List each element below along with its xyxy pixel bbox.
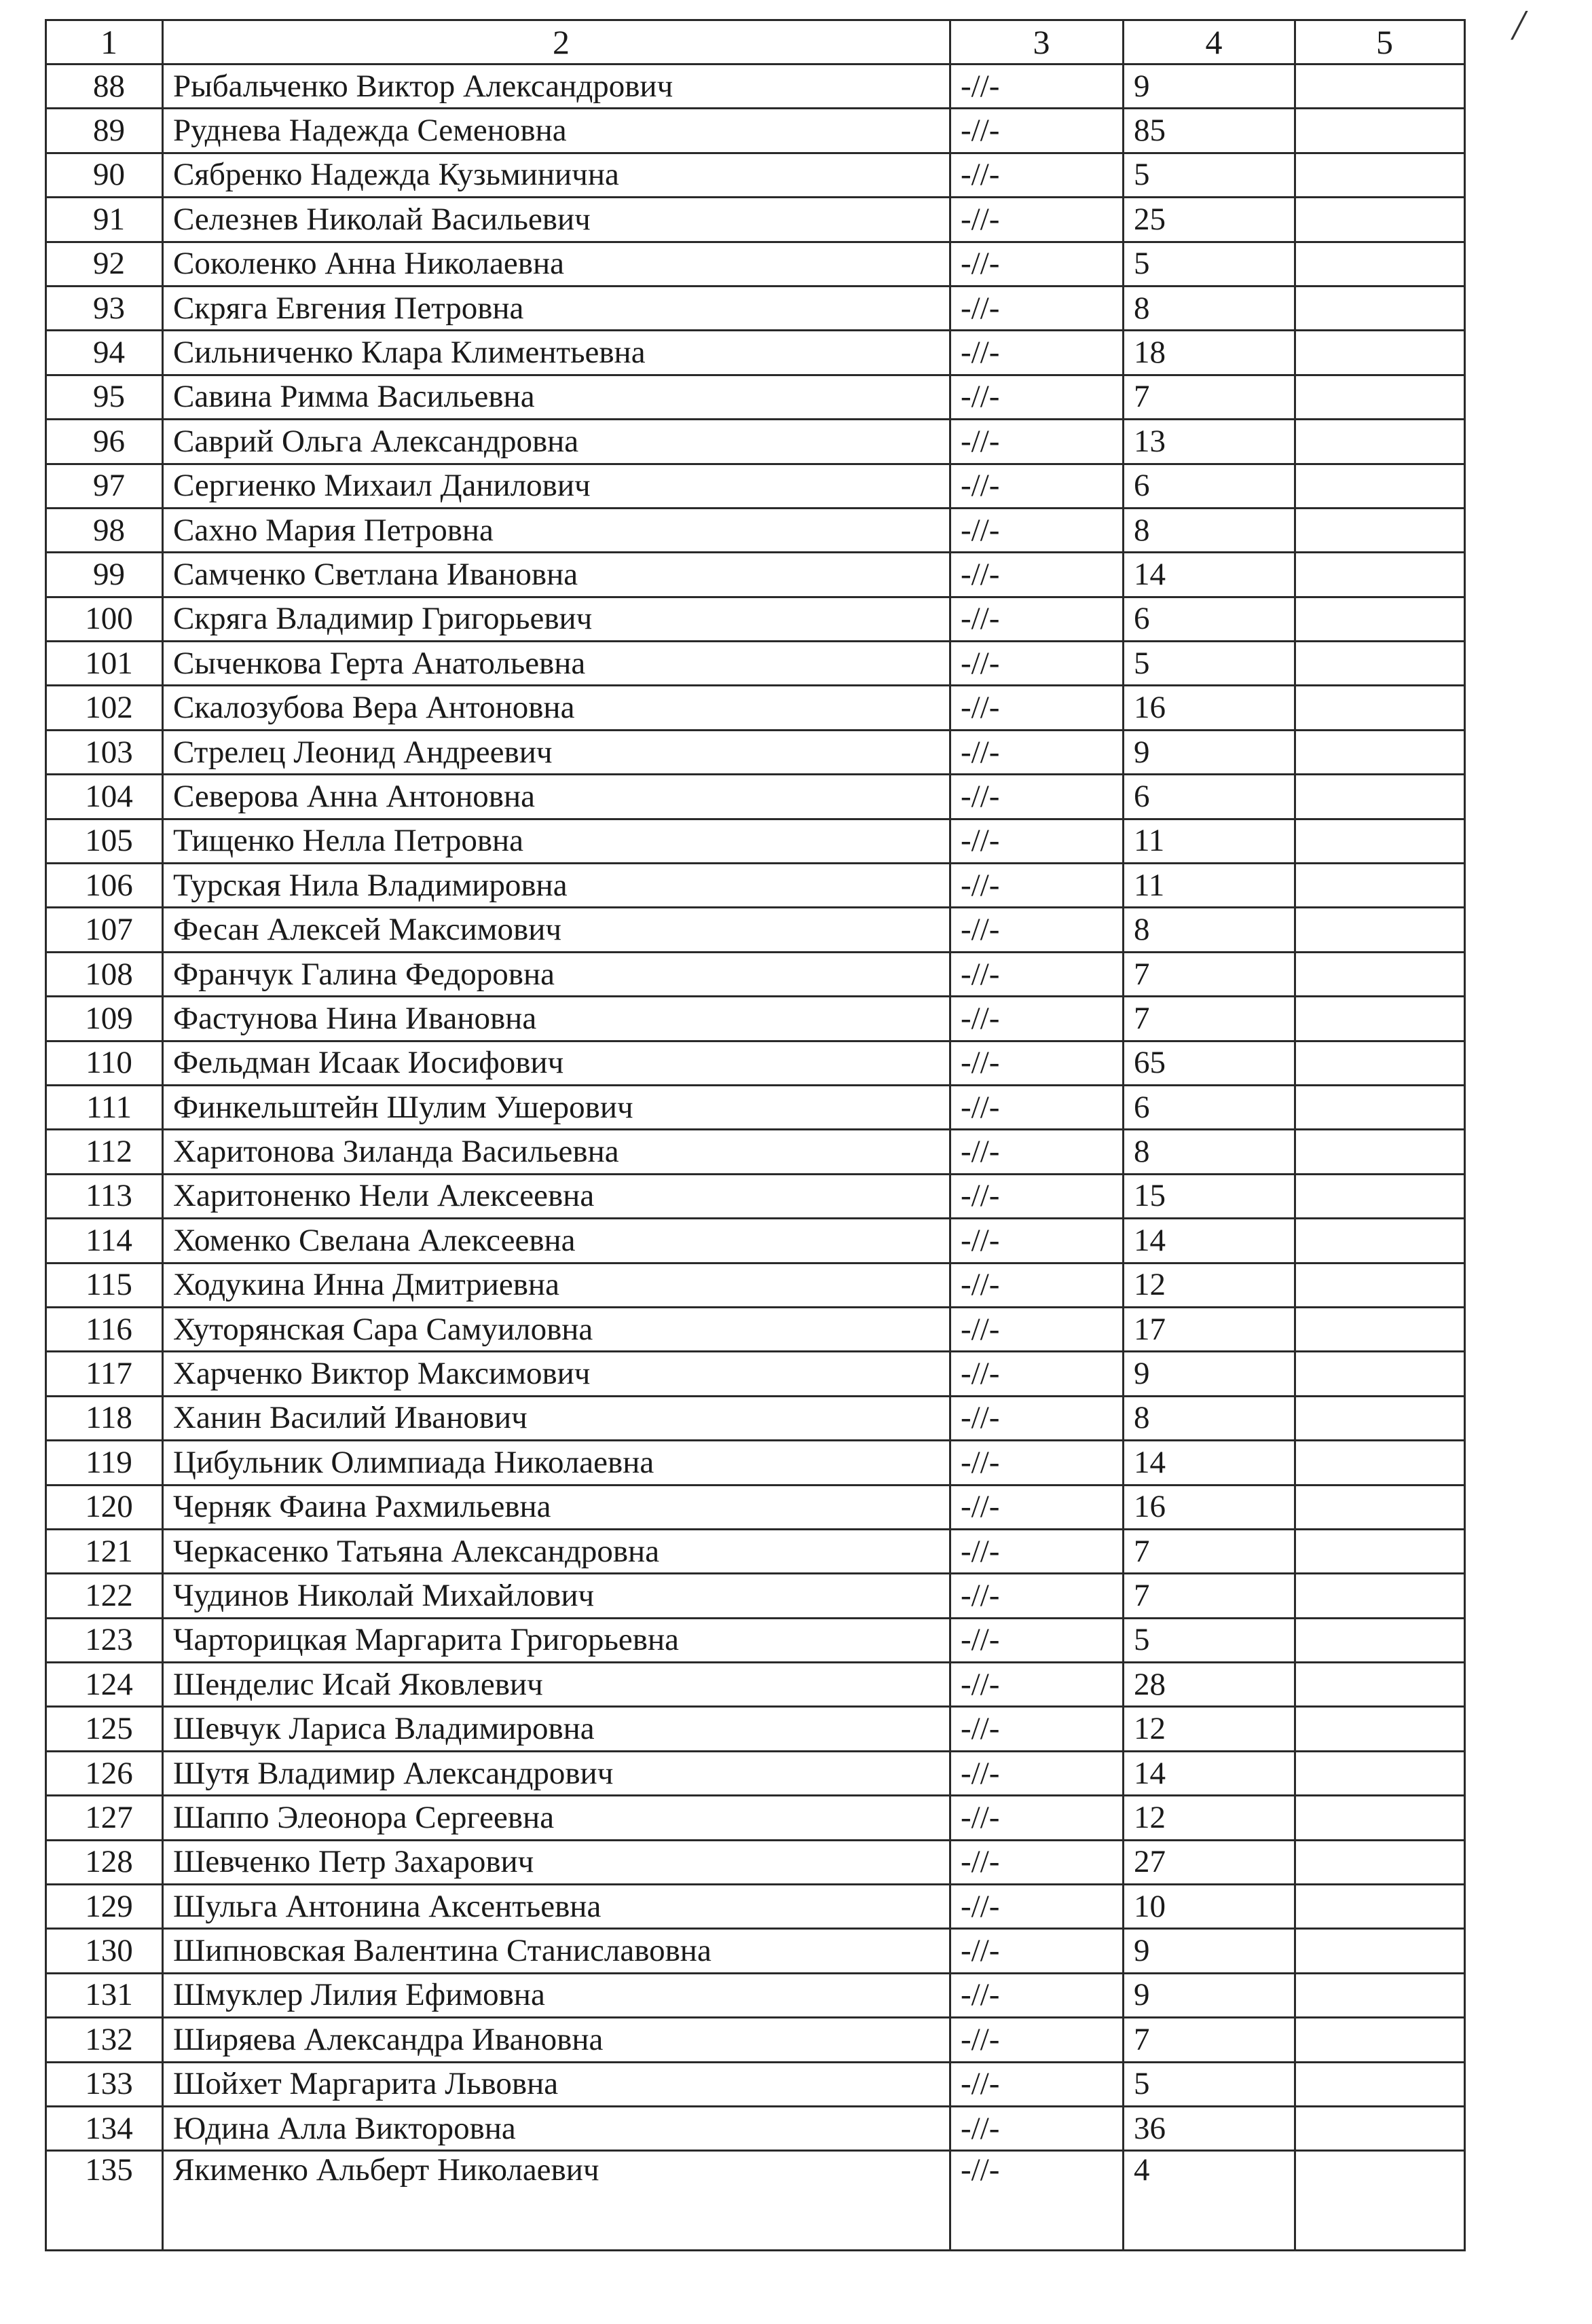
table-row bbox=[46, 2018, 1465, 2062]
column5-cell bbox=[1295, 952, 1465, 996]
column-header-3: 3 bbox=[950, 20, 1124, 64]
name-cell: Шаппо Элеонора Сергеевна bbox=[163, 1796, 950, 1840]
column5-cell bbox=[1295, 1130, 1465, 1174]
column4-cell: 8 bbox=[1124, 1130, 1295, 1174]
column5-cell bbox=[1295, 153, 1465, 197]
name-cell: Сахно Мария Петровна bbox=[163, 508, 950, 552]
column5-cell bbox=[1295, 1796, 1465, 1840]
column3-cell: -//- bbox=[950, 1396, 1124, 1440]
column4-cell: 15 bbox=[1124, 1174, 1295, 1218]
table-row bbox=[46, 1441, 1465, 1485]
table-row bbox=[46, 997, 1465, 1041]
table-row bbox=[46, 1307, 1465, 1351]
table-row bbox=[46, 1885, 1465, 1929]
column3-cell: -//- bbox=[950, 508, 1124, 552]
table-row bbox=[46, 464, 1465, 508]
name-cell: Якименко Альберт Николаевич bbox=[163, 2151, 950, 2251]
table-row bbox=[46, 775, 1465, 819]
column3-cell: -//- bbox=[950, 1307, 1124, 1351]
column5-cell bbox=[1295, 1885, 1465, 1929]
column3-cell: -//- bbox=[950, 2018, 1124, 2062]
table-row bbox=[46, 242, 1465, 286]
table-row bbox=[46, 286, 1465, 330]
row-number-cell: 135 bbox=[46, 2151, 163, 2251]
row-number-cell: 101 bbox=[46, 642, 163, 686]
column3-cell: -//- bbox=[950, 198, 1124, 242]
column4-cell: 27 bbox=[1124, 1840, 1295, 1884]
row-number-cell: 88 bbox=[46, 64, 163, 109]
column5-cell bbox=[1295, 1441, 1465, 1485]
name-cell: Соколенко Анна Николаевна bbox=[163, 242, 950, 286]
row-number-cell: 118 bbox=[46, 1396, 163, 1440]
table-row bbox=[46, 730, 1465, 774]
row-number-cell: 112 bbox=[46, 1130, 163, 1174]
table-row bbox=[46, 153, 1465, 197]
column4-cell: 9 bbox=[1124, 64, 1295, 109]
column5-cell bbox=[1295, 1751, 1465, 1795]
column5-cell bbox=[1295, 1219, 1465, 1263]
row-number-cell: 99 bbox=[46, 553, 163, 597]
name-cell: Шевчук Лариса Владимировна bbox=[163, 1707, 950, 1751]
name-cell: Харитонова Зиланда Васильевна bbox=[163, 1130, 950, 1174]
name-cell: Селезнев Николай Васильевич bbox=[163, 198, 950, 242]
column5-cell bbox=[1295, 1352, 1465, 1396]
column5-cell bbox=[1295, 109, 1465, 153]
name-cell: Сергиенко Михаил Данилович bbox=[163, 464, 950, 508]
column5-cell bbox=[1295, 1085, 1465, 1129]
name-cell: Сильниченко Клара Климентьевна bbox=[163, 331, 950, 375]
column4-cell: 6 bbox=[1124, 597, 1295, 641]
row-number-cell: 115 bbox=[46, 1263, 163, 1307]
table-body bbox=[46, 64, 1465, 2251]
name-cell: Фельдман Исаак Иосифович bbox=[163, 1041, 950, 1085]
column3-cell: -//- bbox=[950, 1352, 1124, 1396]
column5-cell bbox=[1295, 2062, 1465, 2106]
column4-cell: 7 bbox=[1124, 1529, 1295, 1573]
column5-cell bbox=[1295, 730, 1465, 774]
row-number-cell: 113 bbox=[46, 1174, 163, 1218]
column3-cell: -//- bbox=[950, 1973, 1124, 2017]
column3-cell: -//- bbox=[950, 1174, 1124, 1218]
corner-pen-mark: / bbox=[1513, 1, 1525, 49]
table-row bbox=[46, 1574, 1465, 1618]
row-number-cell: 98 bbox=[46, 508, 163, 552]
table-row bbox=[46, 508, 1465, 552]
table-row bbox=[46, 1130, 1465, 1174]
table-row bbox=[46, 597, 1465, 641]
column4-cell: 14 bbox=[1124, 1219, 1295, 1263]
column4-cell: 8 bbox=[1124, 908, 1295, 952]
column3-cell: -//- bbox=[950, 1130, 1124, 1174]
column3-cell: -//- bbox=[950, 730, 1124, 774]
name-cell: Савина Римма Васильевна bbox=[163, 375, 950, 419]
column4-cell: 9 bbox=[1124, 730, 1295, 774]
column3-cell: -//- bbox=[950, 1929, 1124, 1973]
column5-cell bbox=[1295, 819, 1465, 863]
table-row bbox=[46, 420, 1465, 464]
row-number-cell: 106 bbox=[46, 864, 163, 908]
column4-cell: 14 bbox=[1124, 553, 1295, 597]
column3-cell: -//- bbox=[950, 1263, 1124, 1307]
column4-cell: 8 bbox=[1124, 286, 1295, 330]
column5-cell bbox=[1295, 64, 1465, 109]
row-number-cell: 126 bbox=[46, 1751, 163, 1795]
row-number-cell: 107 bbox=[46, 908, 163, 952]
column4-cell: 7 bbox=[1124, 375, 1295, 419]
column4-cell: 11 bbox=[1124, 864, 1295, 908]
name-cell: Северова Анна Антоновна bbox=[163, 775, 950, 819]
column3-cell: -//- bbox=[950, 1885, 1124, 1929]
column3-cell: -//- bbox=[950, 2151, 1124, 2251]
column3-cell: -//- bbox=[950, 1618, 1124, 1662]
column3-cell: -//- bbox=[950, 64, 1124, 109]
column3-cell: -//- bbox=[950, 1041, 1124, 1085]
row-number-cell: 114 bbox=[46, 1219, 163, 1263]
column5-cell bbox=[1295, 375, 1465, 419]
name-cell: Финкельштейн Шулим Ушерович bbox=[163, 1085, 950, 1129]
column3-cell: -//- bbox=[950, 1085, 1124, 1129]
row-number-cell: 129 bbox=[46, 1885, 163, 1929]
name-cell: Рыбальченко Виктор Александрович bbox=[163, 64, 950, 109]
column3-cell: -//- bbox=[950, 952, 1124, 996]
column4-cell: 6 bbox=[1124, 464, 1295, 508]
column5-cell bbox=[1295, 1174, 1465, 1218]
column5-cell bbox=[1295, 508, 1465, 552]
name-cell: Юдина Алла Викторовна bbox=[163, 2106, 950, 2150]
row-number-cell: 100 bbox=[46, 597, 163, 641]
row-number-cell: 124 bbox=[46, 1663, 163, 1707]
row-number-cell: 133 bbox=[46, 2062, 163, 2106]
column5-cell bbox=[1295, 2151, 1465, 2251]
column5-cell bbox=[1295, 642, 1465, 686]
column5-cell bbox=[1295, 420, 1465, 464]
row-number-cell: 122 bbox=[46, 1574, 163, 1618]
column5-cell bbox=[1295, 1840, 1465, 1884]
name-cell: Сябренко Надежда Кузьминична bbox=[163, 153, 950, 197]
column5-cell bbox=[1295, 597, 1465, 641]
name-cell: Шенделис Исай Яковлевич bbox=[163, 1663, 950, 1707]
column5-cell bbox=[1295, 464, 1465, 508]
row-number-cell: 119 bbox=[46, 1441, 163, 1485]
row-number-cell: 109 bbox=[46, 997, 163, 1041]
column5-cell bbox=[1295, 1929, 1465, 1973]
row-number-cell: 121 bbox=[46, 1529, 163, 1573]
column3-cell: -//- bbox=[950, 1529, 1124, 1573]
column5-cell bbox=[1295, 686, 1465, 730]
row-number-cell: 128 bbox=[46, 1840, 163, 1884]
column4-cell: 8 bbox=[1124, 508, 1295, 552]
name-cell: Сыченкова Герта Анатольевна bbox=[163, 642, 950, 686]
name-cell: Шутя Владимир Александрович bbox=[163, 1751, 950, 1795]
row-number-cell: 94 bbox=[46, 331, 163, 375]
column5-cell bbox=[1295, 997, 1465, 1041]
column4-cell: 9 bbox=[1124, 1352, 1295, 1396]
table-row bbox=[46, 1219, 1465, 1263]
table-row bbox=[46, 1485, 1465, 1529]
column5-cell bbox=[1295, 1485, 1465, 1529]
column5-cell bbox=[1295, 553, 1465, 597]
column4-cell: 10 bbox=[1124, 1885, 1295, 1929]
name-cell: Саврий Ольга Александровна bbox=[163, 420, 950, 464]
column4-cell: 17 bbox=[1124, 1307, 1295, 1351]
table-row bbox=[46, 1263, 1465, 1307]
column5-cell bbox=[1295, 198, 1465, 242]
row-number-cell: 134 bbox=[46, 2106, 163, 2150]
column4-cell: 12 bbox=[1124, 1263, 1295, 1307]
column5-cell bbox=[1295, 331, 1465, 375]
column5-cell bbox=[1295, 1618, 1465, 1662]
name-cell: Шульга Антонина Аксентьевна bbox=[163, 1885, 950, 1929]
name-cell: Руднева Надежда Семеновна bbox=[163, 109, 950, 153]
table-row bbox=[46, 553, 1465, 597]
table-row bbox=[46, 1663, 1465, 1707]
column4-cell: 7 bbox=[1124, 952, 1295, 996]
column3-cell: -//- bbox=[950, 1485, 1124, 1529]
column4-cell: 28 bbox=[1124, 1663, 1295, 1707]
table-row bbox=[46, 1174, 1465, 1218]
name-cell: Шипновская Валентина Станиславовна bbox=[163, 1929, 950, 1973]
name-cell: Черняк Фаина Рахмильевна bbox=[163, 1485, 950, 1529]
column5-cell bbox=[1295, 1396, 1465, 1440]
name-cell: Харитоненко Нели Алексеевна bbox=[163, 1174, 950, 1218]
column4-cell: 6 bbox=[1124, 775, 1295, 819]
row-number-cell: 130 bbox=[46, 1929, 163, 1973]
row-number-cell: 125 bbox=[46, 1707, 163, 1751]
row-number-cell: 110 bbox=[46, 1041, 163, 1085]
column5-cell bbox=[1295, 2018, 1465, 2062]
column3-cell: -//- bbox=[950, 1574, 1124, 1618]
column3-cell: -//- bbox=[950, 375, 1124, 419]
column4-cell: 9 bbox=[1124, 1929, 1295, 1973]
table-row bbox=[46, 1352, 1465, 1396]
column4-cell: 5 bbox=[1124, 2062, 1295, 2106]
column4-cell: 7 bbox=[1124, 997, 1295, 1041]
row-number-cell: 96 bbox=[46, 420, 163, 464]
name-cell: Черкасенко Татьяна Александровна bbox=[163, 1529, 950, 1573]
column4-cell: 16 bbox=[1124, 1485, 1295, 1529]
column4-cell: 18 bbox=[1124, 331, 1295, 375]
table-row bbox=[46, 1085, 1465, 1129]
row-number-cell: 132 bbox=[46, 2018, 163, 2062]
column3-cell: -//- bbox=[950, 109, 1124, 153]
column3-cell: -//- bbox=[950, 331, 1124, 375]
column3-cell: -//- bbox=[950, 1840, 1124, 1884]
column-header-5: 5 bbox=[1295, 20, 1465, 64]
row-number-cell: 117 bbox=[46, 1352, 163, 1396]
row-number-cell: 89 bbox=[46, 109, 163, 153]
column3-cell: -//- bbox=[950, 2062, 1124, 2106]
column3-cell: -//- bbox=[950, 642, 1124, 686]
table-row bbox=[46, 686, 1465, 730]
column5-cell bbox=[1295, 908, 1465, 952]
column3-cell: -//- bbox=[950, 464, 1124, 508]
column5-cell bbox=[1295, 1263, 1465, 1307]
name-cell: Самченко Светлана Ивановна bbox=[163, 553, 950, 597]
column4-cell: 25 bbox=[1124, 198, 1295, 242]
row-number-cell: 102 bbox=[46, 686, 163, 730]
column3-cell: -//- bbox=[950, 1796, 1124, 1840]
name-cell: Хоменко Свелана Алексеевна bbox=[163, 1219, 950, 1263]
column3-cell: -//- bbox=[950, 1663, 1124, 1707]
people-table bbox=[45, 19, 1466, 2251]
name-cell: Франчук Галина Федоровна bbox=[163, 952, 950, 996]
table-row bbox=[46, 819, 1465, 863]
table-row bbox=[46, 864, 1465, 908]
column4-cell: 5 bbox=[1124, 1618, 1295, 1662]
column5-cell bbox=[1295, 1663, 1465, 1707]
column4-cell: 14 bbox=[1124, 1751, 1295, 1795]
column4-cell: 8 bbox=[1124, 1396, 1295, 1440]
column4-cell: 65 bbox=[1124, 1041, 1295, 1085]
column4-cell: 4 bbox=[1124, 2151, 1295, 2251]
name-cell: Ханин Василий Иванович bbox=[163, 1396, 950, 1440]
column3-cell: -//- bbox=[950, 908, 1124, 952]
column4-cell: 9 bbox=[1124, 1973, 1295, 2017]
table-row bbox=[46, 1840, 1465, 1884]
column5-cell bbox=[1295, 286, 1465, 330]
row-number-cell: 108 bbox=[46, 952, 163, 996]
column3-cell: -//- bbox=[950, 1751, 1124, 1795]
column3-cell: -//- bbox=[950, 2106, 1124, 2150]
column3-cell: -//- bbox=[950, 553, 1124, 597]
table-row bbox=[46, 2151, 1465, 2251]
table-row bbox=[46, 1041, 1465, 1085]
name-cell: Шевченко Петр Захарович bbox=[163, 1840, 950, 1884]
table-row bbox=[46, 64, 1465, 109]
column4-cell: 5 bbox=[1124, 242, 1295, 286]
name-cell: Турская Нила Владимировна bbox=[163, 864, 950, 908]
row-number-cell: 131 bbox=[46, 1973, 163, 2017]
column4-cell: 36 bbox=[1124, 2106, 1295, 2150]
row-number-cell: 92 bbox=[46, 242, 163, 286]
column4-cell: 5 bbox=[1124, 153, 1295, 197]
column4-cell: 7 bbox=[1124, 1574, 1295, 1618]
table-row bbox=[46, 1751, 1465, 1795]
name-cell: Стрелец Леонид Андреевич bbox=[163, 730, 950, 774]
row-number-cell: 123 bbox=[46, 1618, 163, 1662]
table-row bbox=[46, 198, 1465, 242]
column5-cell bbox=[1295, 1707, 1465, 1751]
column3-cell: -//- bbox=[950, 1219, 1124, 1263]
column4-cell: 85 bbox=[1124, 109, 1295, 153]
column5-cell bbox=[1295, 2106, 1465, 2150]
name-cell: Фесан Алексей Максимович bbox=[163, 908, 950, 952]
column5-cell bbox=[1295, 242, 1465, 286]
column5-cell bbox=[1295, 864, 1465, 908]
row-number-cell: 103 bbox=[46, 730, 163, 774]
table-row bbox=[46, 642, 1465, 686]
column3-cell: -//- bbox=[950, 819, 1124, 863]
column3-cell: -//- bbox=[950, 686, 1124, 730]
name-cell: Шойхет Маргарита Львовна bbox=[163, 2062, 950, 2106]
table-row bbox=[46, 1529, 1465, 1573]
column3-cell: -//- bbox=[950, 864, 1124, 908]
column5-cell bbox=[1295, 775, 1465, 819]
table-row bbox=[46, 1396, 1465, 1440]
table-row bbox=[46, 1929, 1465, 1973]
row-number-cell: 91 bbox=[46, 198, 163, 242]
column4-cell: 7 bbox=[1124, 2018, 1295, 2062]
name-cell: Шмуклер Лилия Ефимовна bbox=[163, 1973, 950, 2017]
column4-cell: 16 bbox=[1124, 686, 1295, 730]
column-header-1: 1 bbox=[46, 20, 163, 64]
column3-cell: -//- bbox=[950, 420, 1124, 464]
table-row bbox=[46, 2062, 1465, 2106]
column3-cell: -//- bbox=[950, 597, 1124, 641]
row-number-cell: 111 bbox=[46, 1085, 163, 1129]
name-cell: Цибульник Олимпиада Николаевна bbox=[163, 1441, 950, 1485]
row-number-cell: 120 bbox=[46, 1485, 163, 1529]
table-row bbox=[46, 331, 1465, 375]
column3-cell: -//- bbox=[950, 242, 1124, 286]
table-row bbox=[46, 952, 1465, 996]
column5-cell bbox=[1295, 1574, 1465, 1618]
row-number-cell: 97 bbox=[46, 464, 163, 508]
name-cell: Хуторянская Сара Самуиловна bbox=[163, 1307, 950, 1351]
column4-cell: 6 bbox=[1124, 1085, 1295, 1129]
column4-cell: 14 bbox=[1124, 1441, 1295, 1485]
table-row bbox=[46, 2106, 1465, 2150]
column-header-2: 2 bbox=[163, 20, 950, 64]
column3-cell: -//- bbox=[950, 153, 1124, 197]
column5-cell bbox=[1295, 1041, 1465, 1085]
table-row bbox=[46, 1973, 1465, 2017]
table-row bbox=[46, 109, 1465, 153]
name-cell: Фастунова Нина Ивановна bbox=[163, 997, 950, 1041]
row-number-cell: 104 bbox=[46, 775, 163, 819]
table-row bbox=[46, 908, 1465, 952]
column3-cell: -//- bbox=[950, 1707, 1124, 1751]
column3-cell: -//- bbox=[950, 1441, 1124, 1485]
row-number-cell: 127 bbox=[46, 1796, 163, 1840]
row-number-cell: 90 bbox=[46, 153, 163, 197]
table-header-row bbox=[46, 20, 1465, 64]
name-cell: Ширяева Александра Ивановна bbox=[163, 2018, 950, 2062]
column4-cell: 12 bbox=[1124, 1707, 1295, 1751]
table-row bbox=[46, 375, 1465, 419]
name-cell: Чарторицкая Маргарита Григорьевна bbox=[163, 1618, 950, 1662]
column4-cell: 11 bbox=[1124, 819, 1295, 863]
name-cell: Харченко Виктор Максимович bbox=[163, 1352, 950, 1396]
column5-cell bbox=[1295, 1529, 1465, 1573]
name-cell: Скалозубова Вера Антоновна bbox=[163, 686, 950, 730]
table-row bbox=[46, 1796, 1465, 1840]
column4-cell: 13 bbox=[1124, 420, 1295, 464]
column3-cell: -//- bbox=[950, 286, 1124, 330]
table-row bbox=[46, 1618, 1465, 1662]
name-cell: Скряга Владимир Григорьевич bbox=[163, 597, 950, 641]
column5-cell bbox=[1295, 1307, 1465, 1351]
column3-cell: -//- bbox=[950, 775, 1124, 819]
row-number-cell: 105 bbox=[46, 819, 163, 863]
name-cell: Чудинов Николай Михайлович bbox=[163, 1574, 950, 1618]
name-cell: Скряга Евгения Петровна bbox=[163, 286, 950, 330]
column4-cell: 12 bbox=[1124, 1796, 1295, 1840]
column3-cell: -//- bbox=[950, 997, 1124, 1041]
table-row bbox=[46, 1707, 1465, 1751]
name-cell: Ходукина Инна Дмитриевна bbox=[163, 1263, 950, 1307]
row-number-cell: 93 bbox=[46, 286, 163, 330]
column4-cell: 5 bbox=[1124, 642, 1295, 686]
row-number-cell: 95 bbox=[46, 375, 163, 419]
row-number-cell: 116 bbox=[46, 1307, 163, 1351]
column5-cell bbox=[1295, 1973, 1465, 2017]
column-header-4: 4 bbox=[1124, 20, 1295, 64]
name-cell: Тищенко Нелла Петровна bbox=[163, 819, 950, 863]
